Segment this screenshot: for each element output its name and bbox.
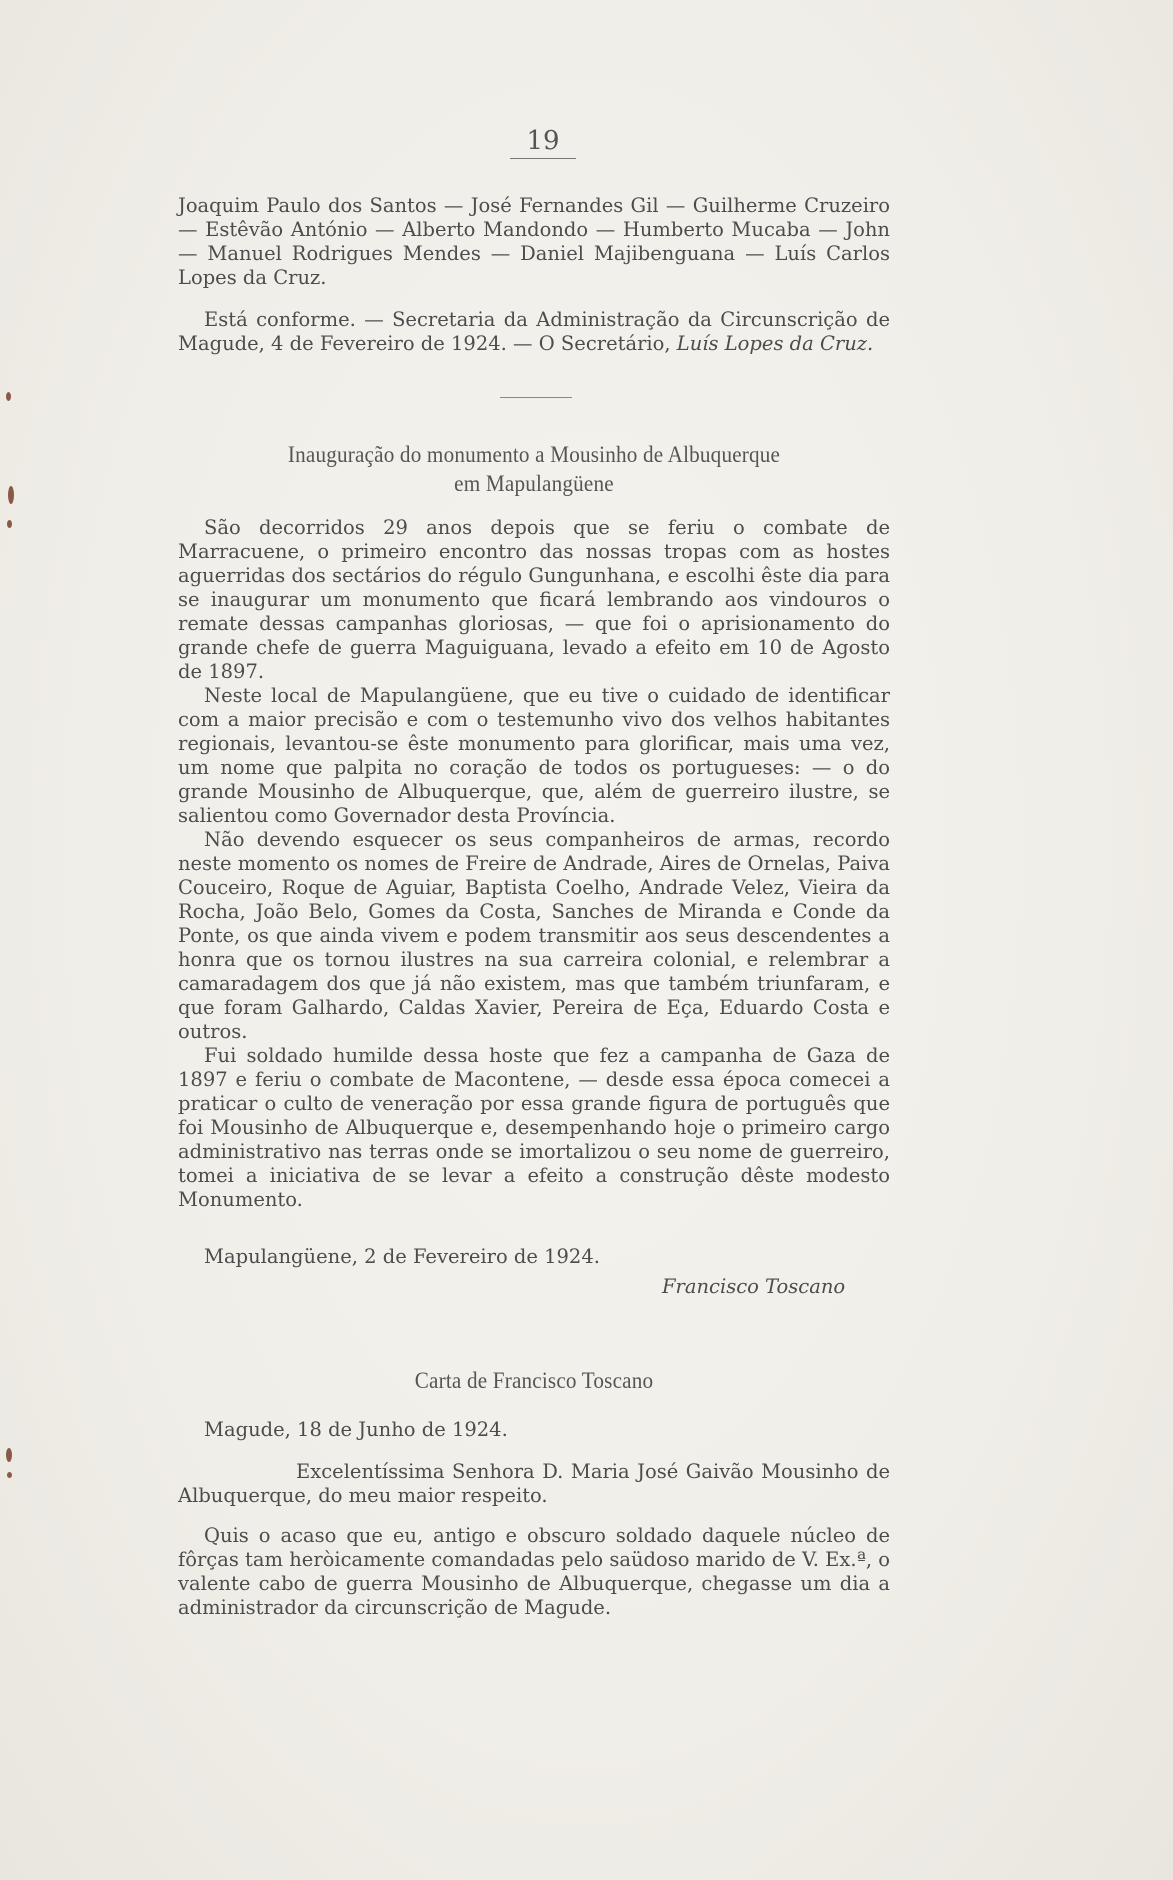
paragraph: Neste local de Mapulangüene, que eu tive o cuidado de identificar com a maior precisão e com o testemunho vivo dos velhos habitantes regionais, levantou-se êste monumento para glorificar, mais uma vez, um nome que palpita no coração de todos os portugueses: — o do grande Mousinho de Albuquerque, que, além de guerreiro ilustre, se salientou como Governador desta Província. [178, 684, 890, 827]
section-title-line-2: em Mapulangüene [454, 471, 614, 496]
section-title [178, 440, 890, 498]
section-title-line-1: Inauguração do monumento a Mousinho de Albuquerque [287, 442, 781, 467]
letter-title-text: Carta de Francisco Toscano [414, 1368, 654, 1393]
letter-date [204, 1418, 890, 1442]
names-list [178, 194, 890, 290]
letter-paragraph: Quis o acaso que eu, antigo e obscuro soldado daquele núcleo de fôrças tam heròicamente comandadas pelo saüdoso marido de V. Ex.ª, o valente cabo de guerra Mousinho de Albuquerque, chegasse um dia a administrador da circunscrição de Magude. [178, 1524, 890, 1619]
attestation-signature: Luís Lopes da Cruz. [676, 332, 874, 355]
letter-place-date: Magude, 18 de Junho de 1924. [204, 1418, 508, 1441]
signature: Francisco Toscano [662, 1275, 846, 1298]
attestation-paragraph [178, 308, 890, 356]
page-number: 19 [510, 126, 576, 159]
letter-title [178, 1366, 890, 1395]
letter-salutation [178, 1460, 890, 1508]
paragraph: São decorridos 29 anos depois que se feriu o combate de Marracuene, o primeiro encontro das nossas tropas com as hostes aguerridas dos sectários do régulo Gungunhana, e escolhi êste dia para se inaugurar um monumento que ficará lembrando aos vindouros o remate dessas campanhas gloriosas, — que foi o aprisionamento do grande chefe de guerra Maguiguana, levado a efeito em 10 de Agosto de 1897. [178, 516, 890, 683]
section-divider [500, 397, 572, 398]
attestation [178, 308, 890, 356]
letter-body [178, 1524, 890, 1620]
place-date: Mapulangüene, 2 de Fevereiro de 1924. [204, 1245, 600, 1268]
paragraph: Não devendo esquecer os seus companheiros de armas, recordo neste momento os nomes de Freire de Andrade, Aires de Ornelas, Paiva Couceiro, Roque de Aguiar, Baptista Coelho, Andrade Velez, Vieira da Rocha, João Belo, Gomes da Costa, Sanches de Miranda e Conde da Ponte, os que ainda vivem e podem transmitir aos seus descendentes a honra que os tornou ilustres na sua carreira colonial, e relembrar a camaradagem dos que já não existem, mas que também triunfaram, e que foram Galhardo, Caldas Xavier, Pereira de Eça, Eduardo Costa e outros. [178, 828, 890, 1043]
paragraph: Fui soldado humilde dessa hoste que fez a campanha de Gaza de 1897 e feriu o combate de Macontene, — desde essa época comecei a praticar o culto de veneração por essa grande figura de português que foi Mousinho de Albuquerque e, desempenhando hoje o primeiro cargo administrativo nas terras onde se imortalizou o seu nome de guerreiro, tomei a iniciativa de se levar a efeito a construção dêste modesto Monumento. [178, 1044, 890, 1211]
attestation-text: Está conforme. — Secretaria da Administração da Circunscrição de Magude, 4 de Fevereiro de 1924. — O Secretário, [178, 308, 890, 355]
salutation-text: Excelentíssima Senhora D. Maria José Gaivão Mousinho de Albuquerque, do meu maior respeito. [178, 1460, 890, 1507]
section-body [178, 516, 890, 1212]
names-paragraph: Joaquim Paulo dos Santos — José Fernandes Gil — Guilherme Cruzeiro — Estêvão António — Alberto Mandondo — Humberto Mucaba — John — Manuel Rodrigues Mendes — Daniel Majibenguana — Luís Carlos Lopes da Cruz. [178, 194, 890, 289]
